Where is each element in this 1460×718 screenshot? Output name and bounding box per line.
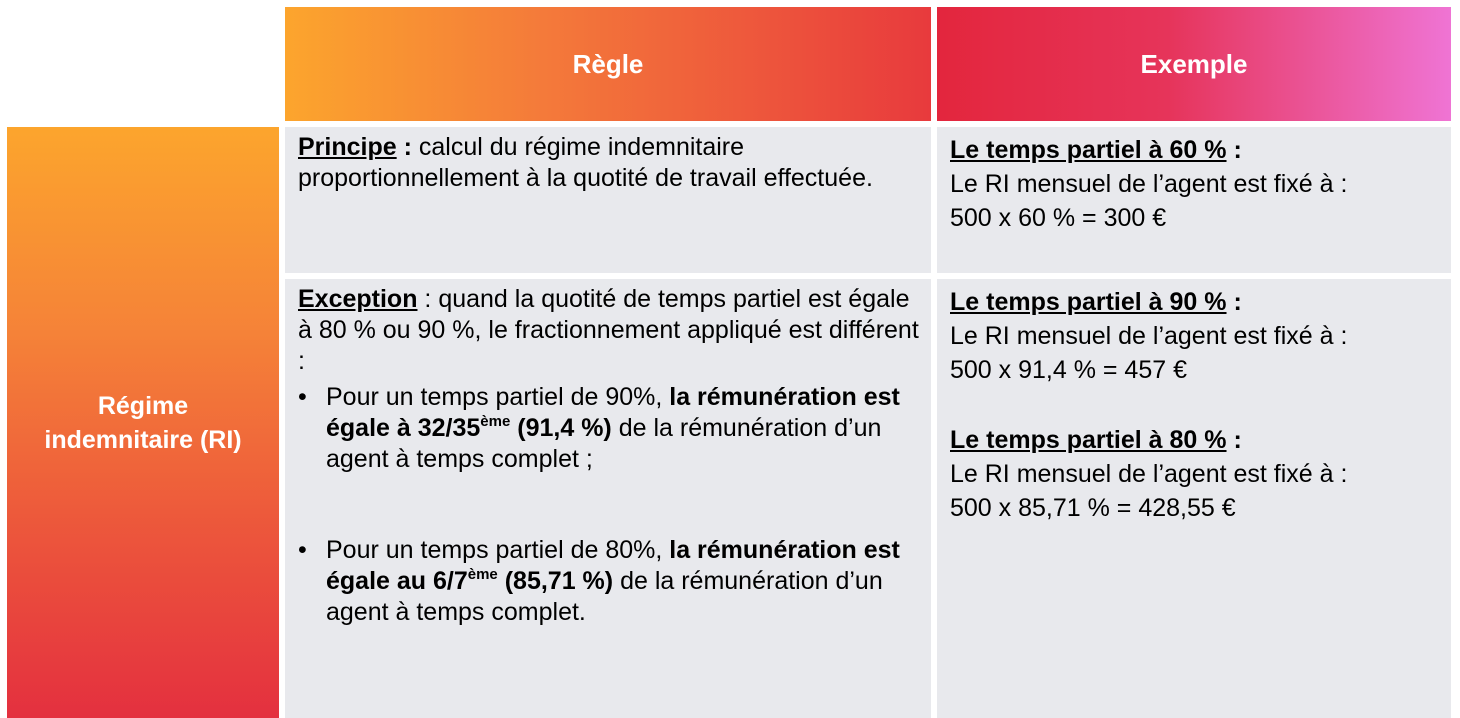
list-item-90: [298, 382, 919, 475]
bullet-90-pre: Pour un temps partiel de 90%,: [326, 383, 670, 411]
list-item-80: [298, 535, 919, 628]
row-label-regime-indemnitaire: [7, 127, 279, 718]
exception-text: : quand la quotité de temps partiel est égale à 80 % ou 90 %, le fractionnement appliqué est différent :: [298, 285, 919, 375]
example-90-line1: Le RI mensuel de l’agent est fixé à :: [950, 322, 1348, 350]
example-60-line1: Le RI mensuel de l’agent est fixé à :: [950, 170, 1348, 198]
exception-paragraph: [298, 284, 919, 377]
principe-text: calcul du régime indemnitaire proportionnellement à la quotité de travail effectuée.: [298, 133, 873, 192]
example-90-line2: 500 x 91,4 % = 457 €: [950, 356, 1187, 384]
example-90-title-line: [950, 285, 1439, 319]
example-60-line2: 500 x 60 % = 300 €: [950, 204, 1167, 232]
example-80: [950, 423, 1439, 525]
principe-cell: [285, 127, 931, 273]
example-80-line1: Le RI mensuel de l’agent est fixé à :: [950, 460, 1348, 488]
example-80-line2: 500 x 85,71 % = 428,55 €: [950, 494, 1236, 522]
row-label-line2: indemnitaire (RI): [44, 425, 242, 454]
bullet-80-bold: la rémunération est égale au 6/7: [326, 536, 900, 595]
exception-list: [298, 382, 919, 628]
principe-colon: :: [396, 133, 419, 161]
example-90-80-cell: [937, 279, 1451, 718]
bullet-90-sup: ème: [480, 413, 511, 430]
bullet-80-percent: (85,71 %): [497, 567, 614, 595]
principe-term: Principe: [298, 133, 397, 161]
example-90: [950, 285, 1439, 387]
bullet-90-bold: la rémunération est égale à 32/35: [326, 383, 900, 442]
example-80-title: Le temps partiel à 80 %: [950, 426, 1227, 454]
example-60-cell: [937, 127, 1451, 273]
example-80-colon: :: [1226, 426, 1242, 454]
example-60-colon: :: [1226, 136, 1242, 164]
example-80-title-line: [950, 423, 1439, 457]
bullet-80-pre: Pour un temps partiel de 80%,: [326, 536, 670, 564]
bullet-90-percent: (91,4 %): [510, 414, 612, 442]
exception-term: Exception: [298, 285, 418, 313]
principe-paragraph: [298, 132, 919, 194]
row-label-line1: Régime: [97, 391, 189, 420]
example-60-title: Le temps partiel à 60 %: [950, 136, 1227, 164]
bullet-80-sup: ème: [467, 566, 498, 583]
bullet-90-post: de la rémunération d’un agent à temps complet ;: [326, 414, 882, 473]
example-60-title-line: [950, 133, 1439, 167]
example-90-title: Le temps partiel à 90 %: [950, 288, 1227, 316]
exception-cell: [285, 279, 931, 718]
bullet-80-post: de la rémunération d’un agent à temps complet.: [326, 567, 883, 626]
header-regle: [285, 7, 931, 121]
header-regle-label: Règle: [572, 48, 644, 79]
header-exemple-label: Exemple: [1140, 48, 1248, 79]
example-90-colon: :: [1226, 288, 1242, 316]
header-exemple: [937, 7, 1451, 121]
